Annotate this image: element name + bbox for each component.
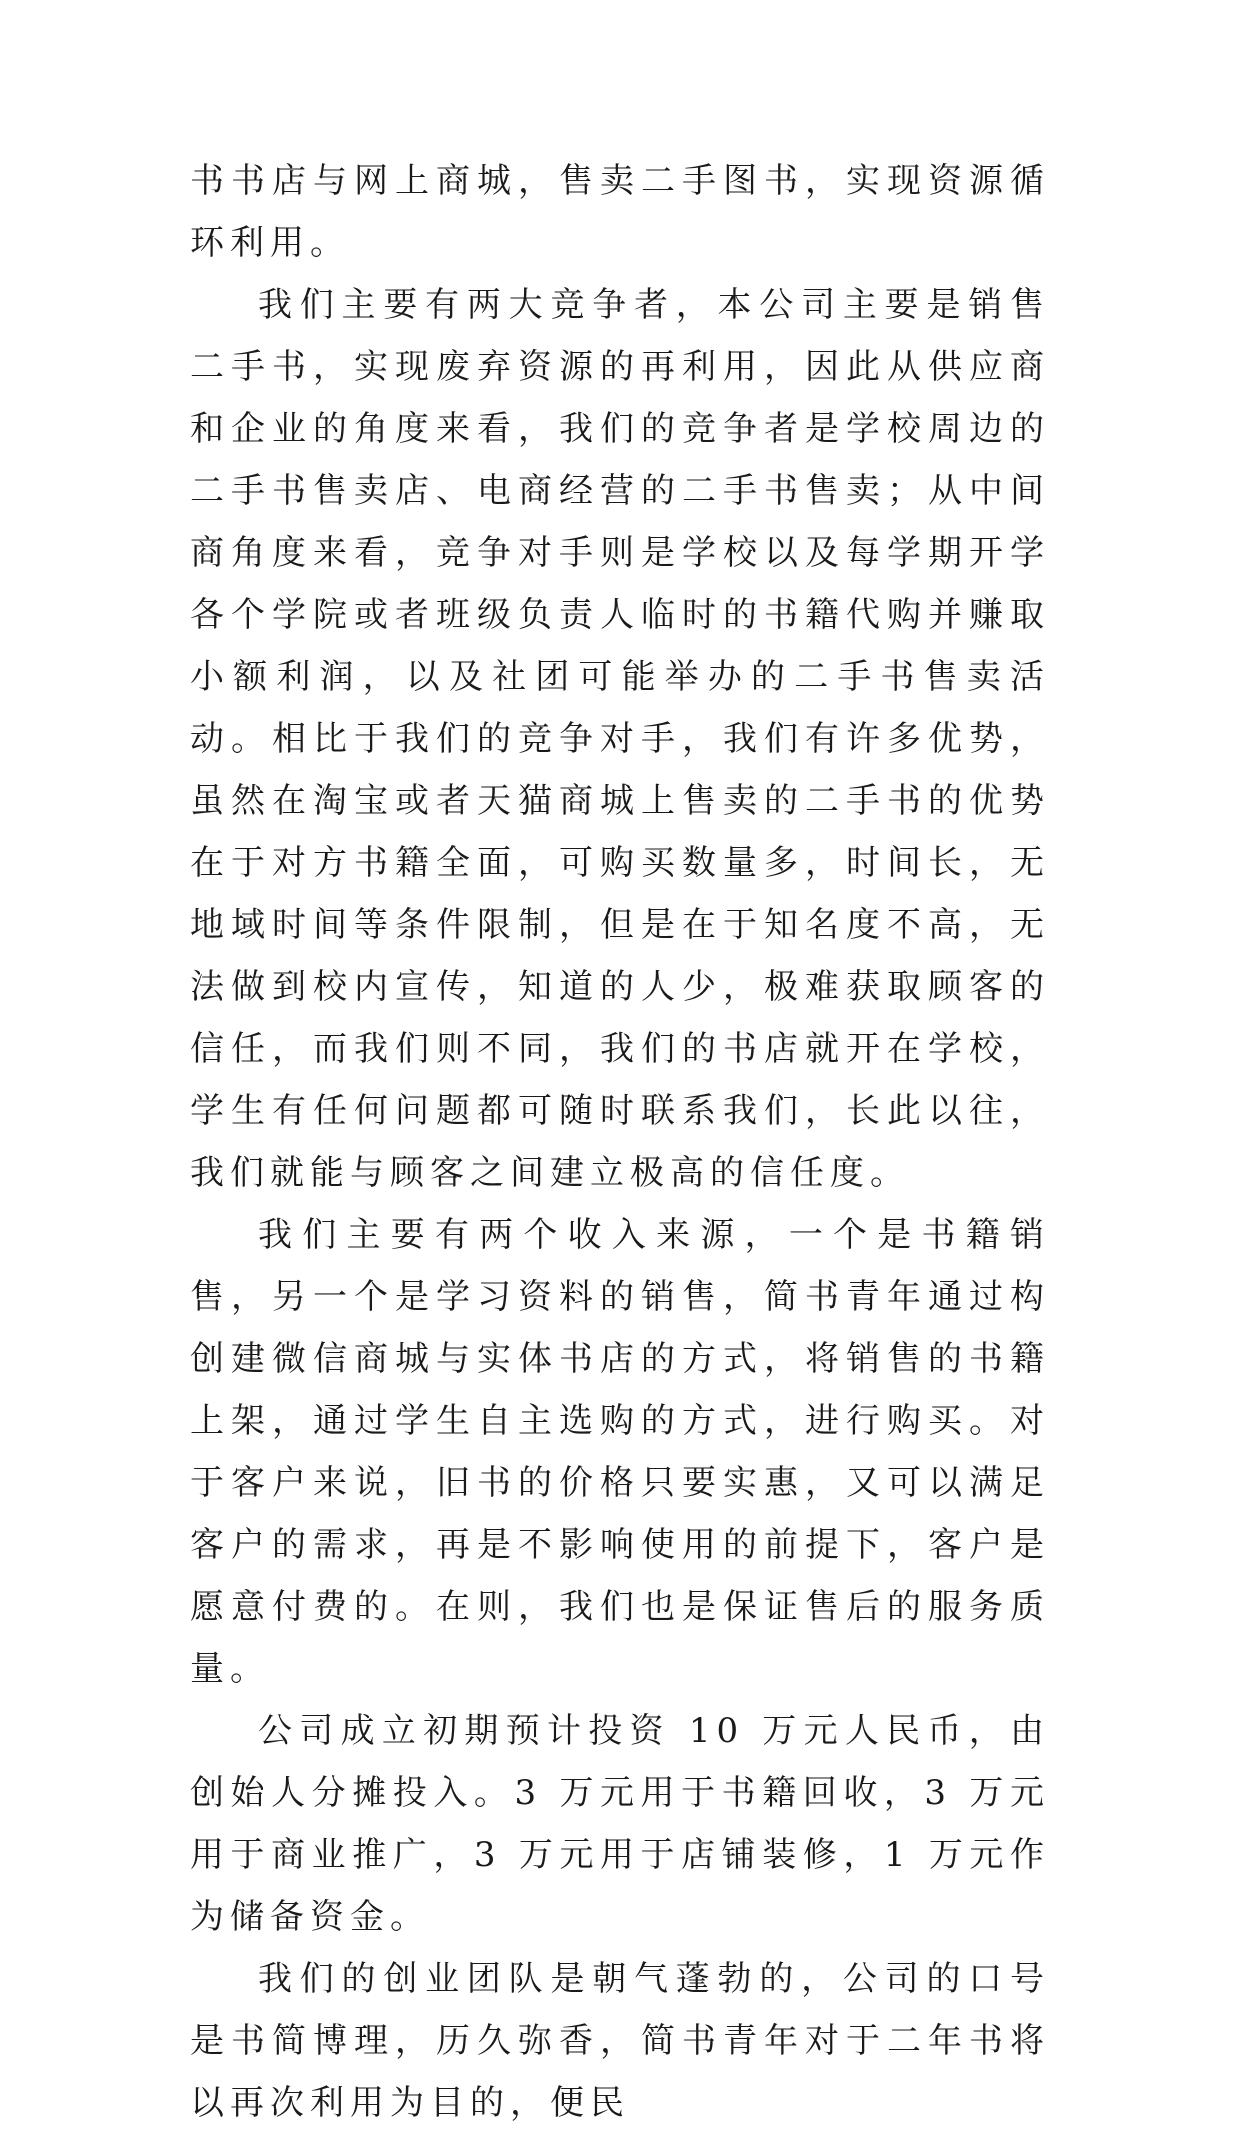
paragraph-competitors: 我们主要有两大竞争者，本公司主要是销售二手书，实现废弃资源的再利用，因此从供应商和企业的角度来看，我们的竞争者是学校周边的二手书售卖店、电商经营的二手书售卖；从中间商角度来看，竞争对手则是学校以及每学期开学各个学院或者班级负责人临时的书籍代购并赚取小额利润，以及社团可能举办的二手书售卖活动。相比于我们的竞争对手，我们有许多优势，虽然在淘宝或者天猫商城上售卖的二手书的优势在于对方书籍全面，可购买数量多，时间长，无地域时间等条件限制，但是在于知名度不高，无法做到校内宣传，知道的人少，极难获取顾客的信任，而我们则不同，我们的书店就开在学校，学生有任何问题都可随时联系我们，长此以往，我们就能与顾客之间建立极高的信任度。: [190, 285, 1050, 1193]
paragraph-team: 我们的创业团队是朝气蓬勃的，公司的口号是书简博理，历久弥香，简书青年对于二年书将以再次利用为目的，便民: [190, 1959, 1050, 2123]
paragraph-investment: 公司成立初期预计投资 10 万元人民币，由创始人分摊投入。3 万元用于书籍回收，3 万元用于商业推广，3 万元用于店铺装修，1 万元作为储备资金。: [190, 1711, 1050, 1937]
paragraph-continuation: 书书店与网上商城，售卖二手图书，实现资源循环利用。: [190, 161, 1050, 263]
paragraph-revenue: 我们主要有两个收入来源，一个是书籍销售，另一个是学习资料的销售，简书青年通过构创建微信商城与实体书店的方式，将销售的书籍上架，通过学生自主选购的方式，进行购买。对于客户来说，旧书的价格只要实惠，又可以满足客户的需求，再是不影响使用的前提下，客户是愿意付费的。在则，我们也是保证售后的服务质量。: [190, 1215, 1050, 1689]
body-text: [190, 150, 1050, 2134]
